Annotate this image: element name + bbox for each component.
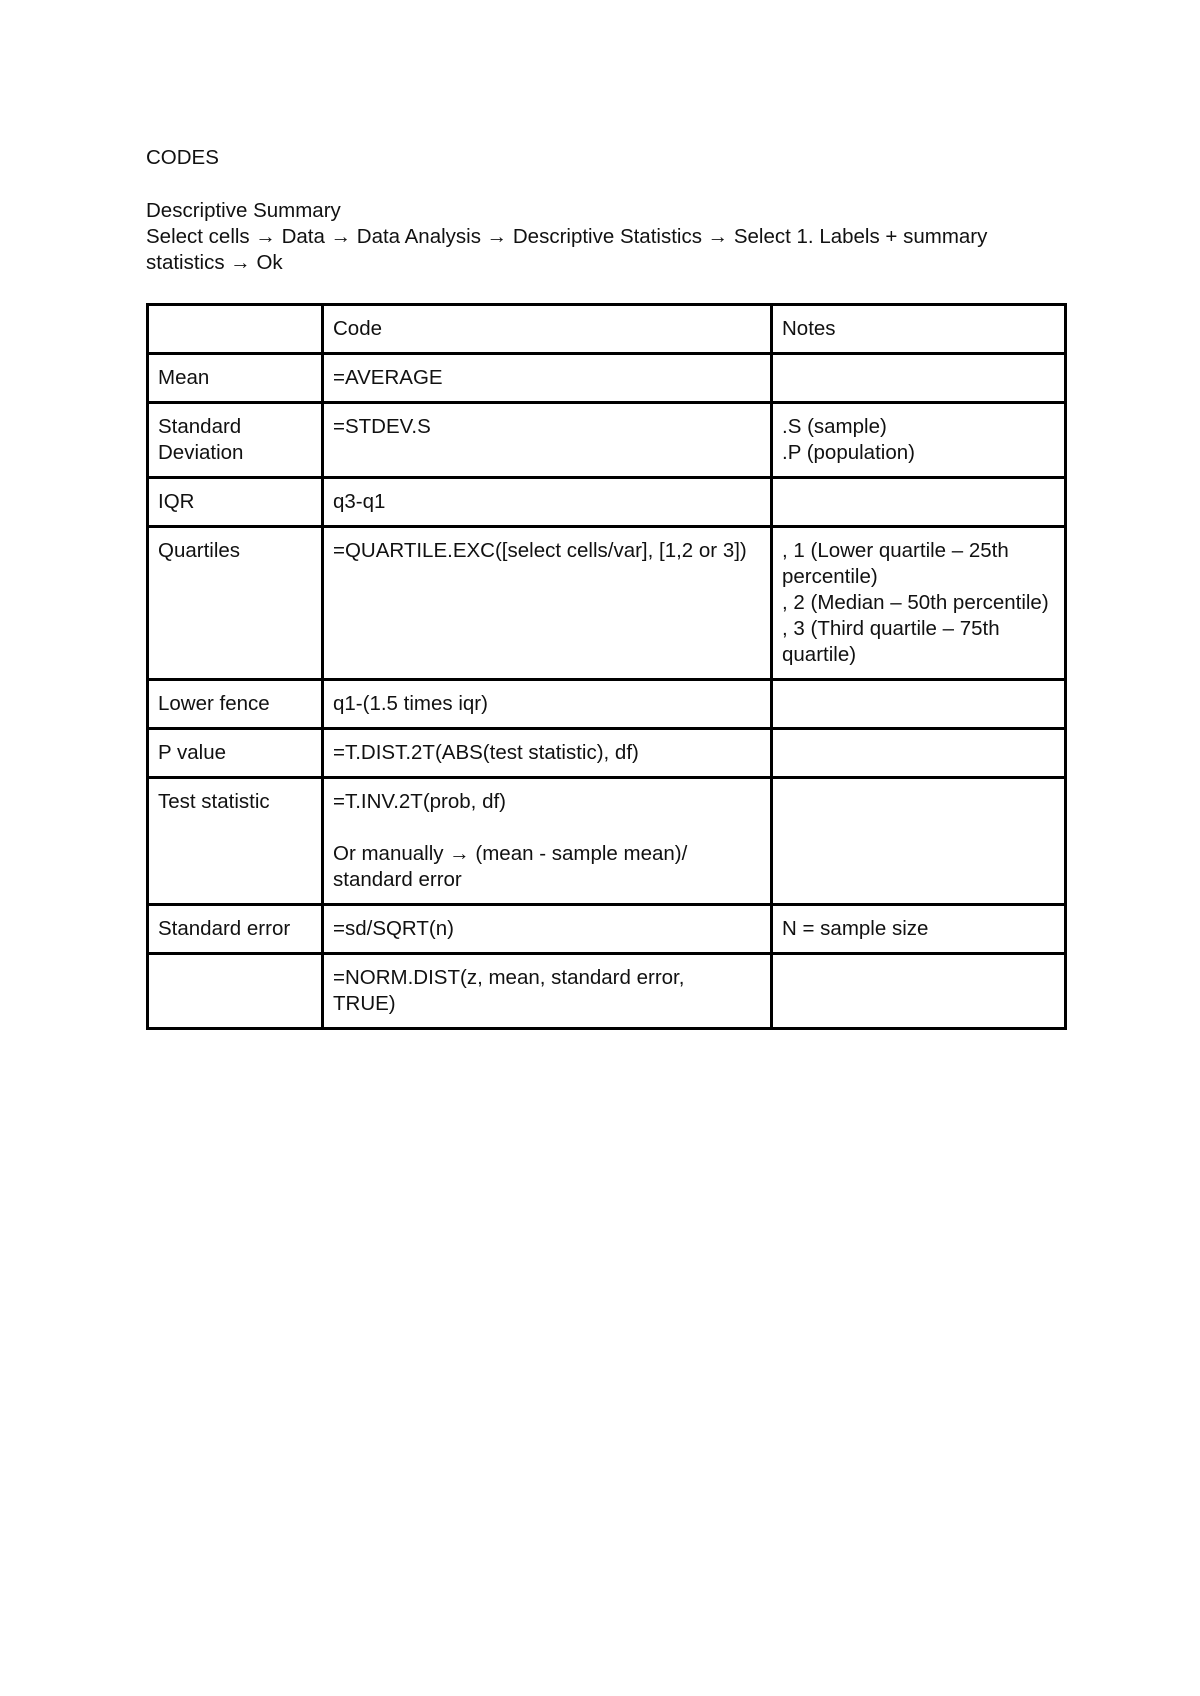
- row-label: Test statistic: [148, 778, 323, 905]
- code-line: =NORM.DIST(z, mean, standard error, TRUE): [333, 966, 685, 1015]
- note-line: .S (sample): [782, 415, 887, 438]
- row-notes: [772, 729, 1066, 778]
- table-header-row: [148, 305, 1066, 354]
- row-code: [323, 527, 772, 680]
- code-line: q3-q1: [333, 490, 386, 513]
- row-notes: [772, 403, 1066, 478]
- row-notes: [772, 354, 1066, 403]
- note-line: .P (population): [782, 441, 915, 464]
- row-notes: [772, 778, 1066, 905]
- note-line: N = sample size: [782, 917, 929, 940]
- row-label: Mean: [148, 354, 323, 403]
- row-notes: [772, 954, 1066, 1029]
- row-notes: [772, 905, 1066, 954]
- code-line: q1-(1.5 times iqr): [333, 692, 488, 715]
- instructions-text: Select cells → Data → Data Analysis → Descriptive Statistics → Select 1. Labels + summary statistics → Ok: [146, 225, 988, 274]
- note-line: , 2 (Median – 50th percentile): [782, 591, 1049, 614]
- code-line: =T.INV.2T(prob, df): [333, 790, 506, 813]
- row-label: Standard error: [148, 905, 323, 954]
- blank-line: [333, 815, 761, 841]
- section-heading: Descriptive Summary: [146, 199, 341, 222]
- row-code: [323, 478, 772, 527]
- code-line: =AVERAGE: [333, 366, 443, 389]
- row-label: [148, 954, 323, 1029]
- row-label: Lower fence: [148, 680, 323, 729]
- table-row: [148, 680, 1066, 729]
- row-label: Quartiles: [148, 527, 323, 680]
- note-line: , 1 (Lower quartile – 25th percentile): [782, 539, 1009, 588]
- code-line: =STDEV.S: [333, 415, 431, 438]
- row-code: [323, 905, 772, 954]
- document-title: CODES: [146, 146, 219, 169]
- note-line: , 3 (Third quartile – 75th quartile): [782, 617, 1000, 666]
- row-notes: [772, 478, 1066, 527]
- table-row: [148, 478, 1066, 527]
- header-code-cell: Code: [323, 305, 772, 354]
- code-line: =T.DIST.2T(ABS(test statistic), df): [333, 741, 639, 764]
- table-row: [148, 954, 1066, 1029]
- row-label: IQR: [148, 478, 323, 527]
- document-body: [146, 145, 1066, 276]
- table-row: [148, 905, 1066, 954]
- row-code: [323, 778, 772, 905]
- row-notes: [772, 680, 1066, 729]
- table-row: [148, 778, 1066, 905]
- table-row: [148, 729, 1066, 778]
- header-notes-cell: Notes: [772, 305, 1066, 354]
- row-code: [323, 729, 772, 778]
- codes-table: [146, 303, 1067, 1030]
- code-line: =QUARTILE.EXC([select cells/var], [1,2 or 3]): [333, 539, 747, 562]
- header-label-cell: [148, 305, 323, 354]
- code-line: =sd/SQRT(n): [333, 917, 454, 940]
- table-row: [148, 403, 1066, 478]
- row-code: [323, 954, 772, 1029]
- row-label: P value: [148, 729, 323, 778]
- table-row: [148, 354, 1066, 403]
- table-row: [148, 527, 1066, 680]
- row-notes: [772, 527, 1066, 680]
- code-line: Or manually → (mean - sample mean)/ standard error: [333, 842, 688, 891]
- row-code: [323, 403, 772, 478]
- row-code: [323, 680, 772, 729]
- row-code: [323, 354, 772, 403]
- row-label: Standard Deviation: [148, 403, 323, 478]
